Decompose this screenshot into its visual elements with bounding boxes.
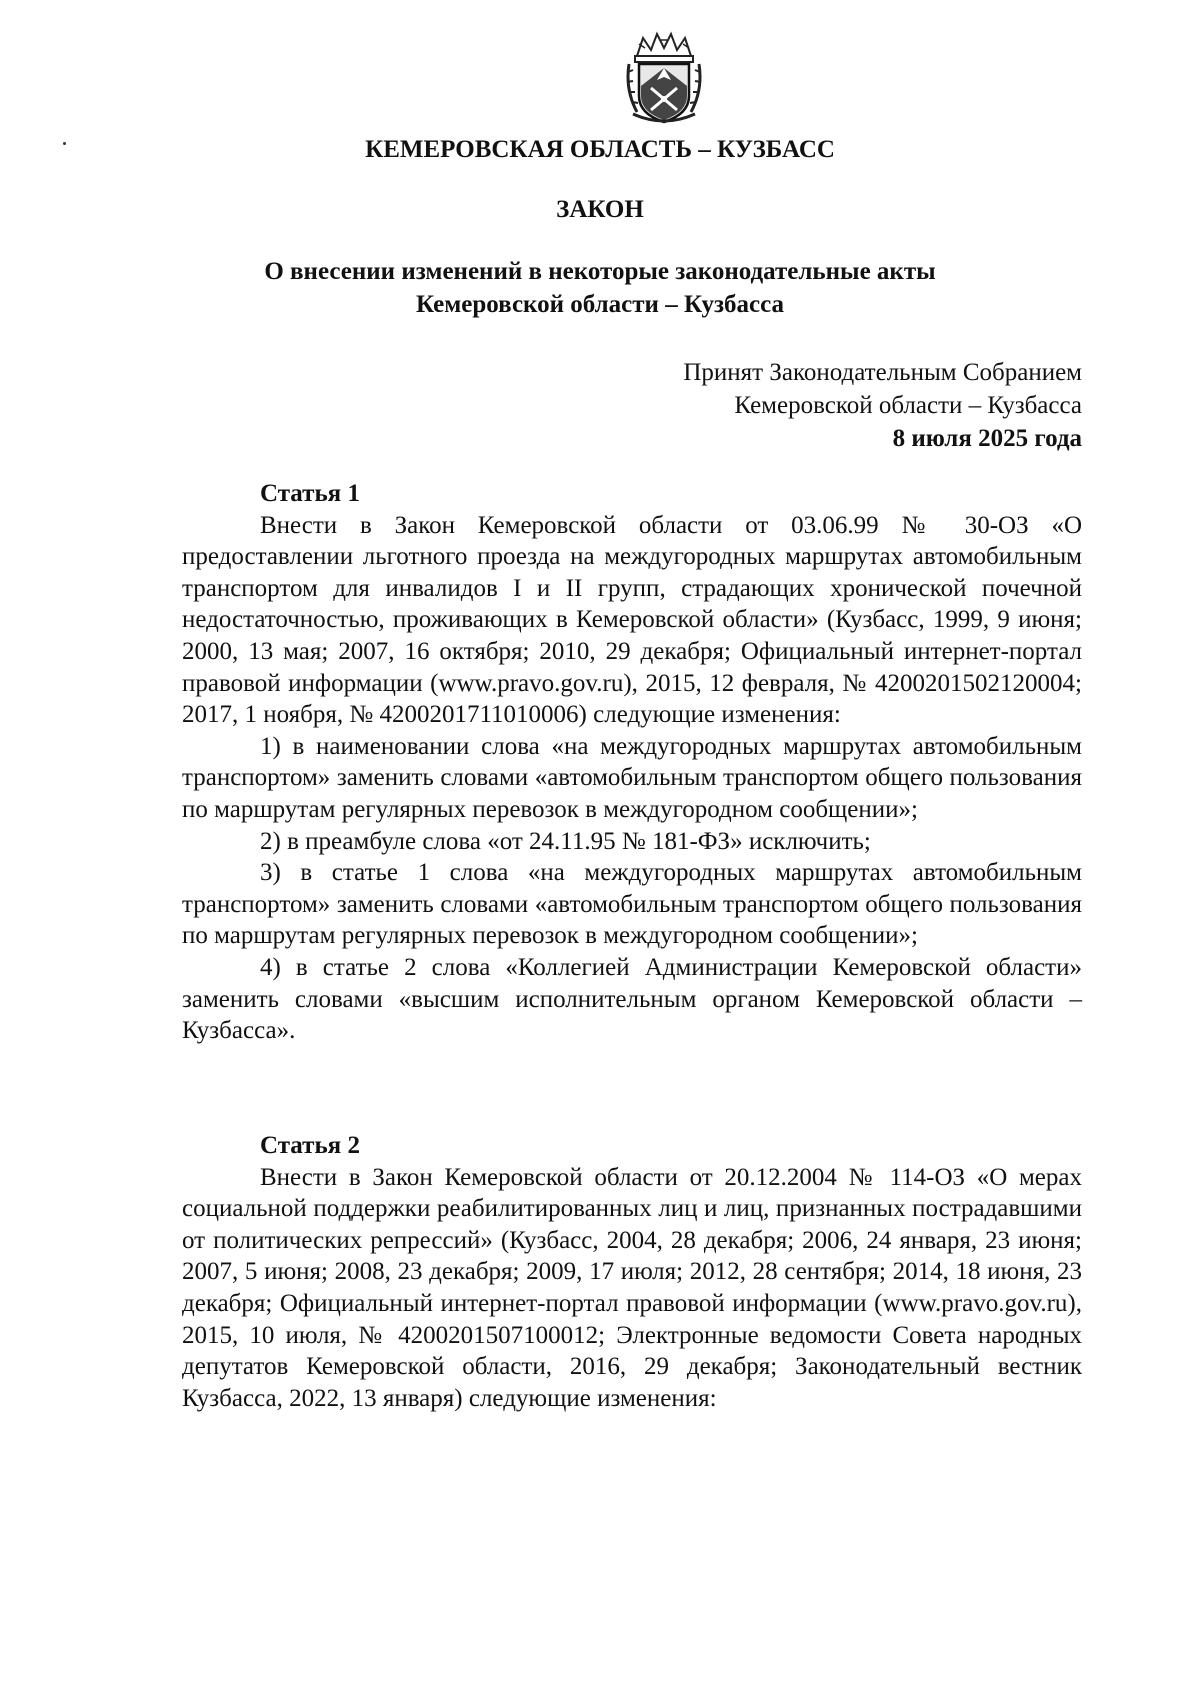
article-1-item-1: 1) в наименовании слова «на междугородных маршрутах автомобильным транспортом» заменить словами «автомобильным транспортом общего пользования по маршрутам регулярных перевозок в междугородном сообщении»; [182, 732, 1082, 823]
article-2-heading: Статья 2 [260, 1132, 360, 1159]
adoption-block [683, 356, 1082, 455]
article-1 [182, 478, 1082, 1047]
article-1-item-2: 2) в преамбуле слова «от 24.11.95 № 181-ФЗ» исключить; [260, 827, 871, 855]
document-type-heading: ЗАКОН [556, 196, 644, 223]
law-title-line-1: О внесении изменений в некоторые законодательные акты [264, 258, 936, 285]
region-heading: КЕМЕРОВСКАЯ ОБЛАСТЬ – КУЗБАСС [365, 136, 835, 163]
law-title [0, 255, 1200, 321]
article-1-intro: Внести в Закон Кемеровской области от 03.06.99 № 30-ОЗ «О предоставлении льготного проезда на междугородных маршрутах автомобильным транспортом для инвалидов I и II групп, страдающих хронической почечной недостаточностью, проживающих в Кемеровской области» (Кузбасс, 1999, 9 июня; 2000, 13 мая; 2007, 16 октября; 2010, 29 декабря; Официальный интернет-портал правовой информации (www.pravo.gov.ru), 2015, 12 февраля, № 4200201502120004; 2017, 1 ноября, № 4200201711010006) следующие изменения: [182, 511, 1082, 729]
article-1-item-3: 3) в статье 1 слова «на междугородных маршрутах автомобильным транспортом» заменить словами «автомобильным транспортом общего пользования по маршрутам регулярных перевозок в междугородном сообщении»; [182, 859, 1082, 950]
adoption-line-1: Принят Законодательным Собранием [683, 359, 1082, 386]
article-1-heading: Статья 1 [260, 480, 360, 507]
adoption-date: 8 июля 2025 года [892, 425, 1082, 452]
law-title-line-2: Кемеровской области – Кузбасса [415, 291, 785, 318]
adoption-line-2: Кемеровской области – Кузбасса [734, 392, 1082, 419]
article-2-intro: Внести в Закон Кемеровской области от 20.12.2004 № 114-ОЗ «О мерах социальной поддержки реабилитированных лиц и лиц, признанных пострадавшими от политических репрессий» (Кузбасс, 2004, 28 декабря; 2006, 24 января, 23 июня; 2007, 5 июня; 2008, 23 декабря; 2009, 17 июля; 2012, 28 сентября; 2014, 18 июня, 23 декабря; Официальный интернет-портал правовой информации (www.pravo.gov.ru), 2015, 10 июля, № 4200201507100012; Электронные ведомости Совета народных депутатов Кемеровской области, 2016, 29 декабря; Законодательный вестник Кузбасса, 2022, 13 января) следующие изменения: [182, 1163, 1082, 1412]
article-2 [182, 1130, 1082, 1414]
article-1-item-4: 4) в статье 2 слова «Коллегией Администрации Кемеровской области» заменить словами «высшим исполнительным органом Кемеровской области – Кузбасса». [182, 953, 1082, 1045]
coat-of-arms-icon [623, 30, 705, 126]
